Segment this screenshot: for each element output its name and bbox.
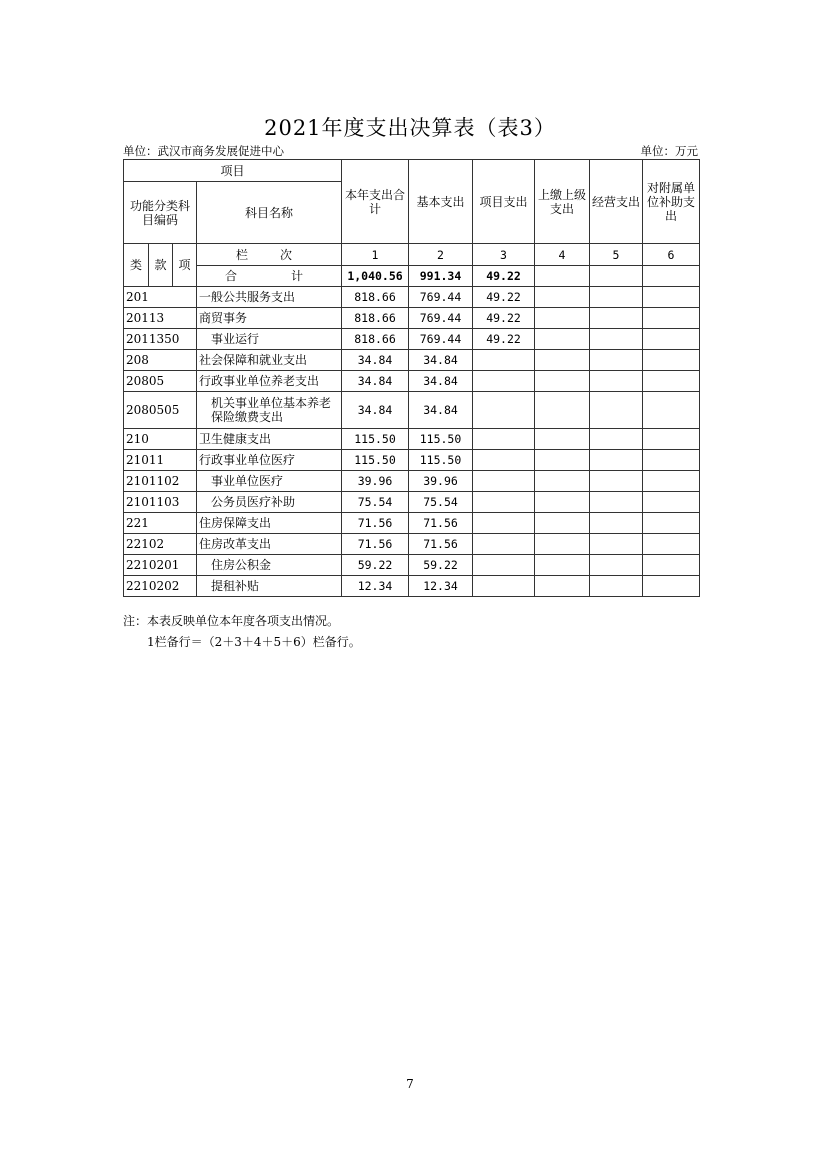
row-value [535, 576, 590, 597]
row-code: 2101102 [124, 471, 197, 492]
row-value: 39.96 [409, 471, 473, 492]
row-value [643, 471, 700, 492]
table-row [124, 308, 700, 329]
col-num: 3 [473, 244, 535, 266]
row-code: 2210201 [124, 555, 197, 576]
row-value: 71.56 [409, 534, 473, 555]
total-value: 49.22 [473, 266, 535, 287]
col-num: 1 [342, 244, 409, 266]
row-value: 769.44 [409, 287, 473, 308]
row-value [590, 534, 643, 555]
expenditure-table [123, 159, 700, 597]
table-row [124, 371, 700, 392]
row-value [590, 471, 643, 492]
row-value: 49.22 [473, 308, 535, 329]
row-value [473, 429, 535, 450]
row-code: 210 [124, 429, 197, 450]
row-code: 22102 [124, 534, 197, 555]
row-name: 卫生健康支出 [197, 429, 342, 450]
row-value [590, 555, 643, 576]
header-col-1: 本年支出合计 [342, 160, 409, 244]
row-value [643, 513, 700, 534]
row-name: 行政事业单位养老支出 [197, 371, 342, 392]
row-name: 提租补贴 [197, 576, 342, 597]
row-value [590, 308, 643, 329]
row-value [590, 576, 643, 597]
page-title: 2021年度支出决算表（表3） [264, 116, 556, 140]
header-kuan: 款 [149, 244, 173, 287]
table-row [124, 329, 700, 350]
row-code: 221 [124, 513, 197, 534]
row-value: 34.84 [409, 371, 473, 392]
row-value [535, 450, 590, 471]
row-value [643, 287, 700, 308]
row-name: 行政事业单位医疗 [197, 450, 342, 471]
row-value: 59.22 [409, 555, 473, 576]
row-code: 2101103 [124, 492, 197, 513]
row-value: 34.84 [342, 392, 409, 429]
row-value: 115.50 [342, 429, 409, 450]
table-row [124, 534, 700, 555]
row-value [473, 555, 535, 576]
header-func-code: 功能分类科目编码 [124, 182, 197, 244]
table-row [124, 492, 700, 513]
row-value [535, 492, 590, 513]
table-row [124, 576, 700, 597]
row-value [643, 429, 700, 450]
row-name: 社会保障和就业支出 [197, 350, 342, 371]
header-lanci: 栏 次 [197, 244, 342, 266]
header-col-3: 项目支出 [473, 160, 535, 244]
row-value: 769.44 [409, 308, 473, 329]
row-value [535, 287, 590, 308]
header-lei: 类 [124, 244, 149, 287]
row-name: 机关事业单位基本养老保险缴费支出 [197, 392, 342, 429]
row-value [643, 534, 700, 555]
row-value [643, 492, 700, 513]
row-code: 208 [124, 350, 197, 371]
row-name: 住房保障支出 [197, 513, 342, 534]
unit-currency: 单位：万元 [640, 144, 698, 158]
row-value: 71.56 [409, 513, 473, 534]
row-value [535, 350, 590, 371]
table-row [124, 555, 700, 576]
col-num: 5 [590, 244, 643, 266]
table-row [124, 392, 700, 429]
header-col-2: 基本支出 [409, 160, 473, 244]
header-subject-name: 科目名称 [197, 182, 342, 244]
row-value [535, 513, 590, 534]
row-value [643, 576, 700, 597]
row-name: 事业单位医疗 [197, 471, 342, 492]
row-value [473, 350, 535, 371]
header-xiang: 项 [173, 244, 197, 287]
row-value: 34.84 [409, 350, 473, 371]
row-value: 34.84 [409, 392, 473, 429]
row-value [590, 350, 643, 371]
row-value [590, 429, 643, 450]
unit-row [123, 143, 698, 159]
row-value [590, 450, 643, 471]
row-value: 769.44 [409, 329, 473, 350]
row-value [473, 492, 535, 513]
row-value [535, 329, 590, 350]
table-row [124, 287, 700, 308]
row-value: 818.66 [342, 308, 409, 329]
row-value [590, 329, 643, 350]
row-value: 818.66 [342, 329, 409, 350]
row-value [643, 555, 700, 576]
total-value: 1,040.56 [342, 266, 409, 287]
row-value [473, 371, 535, 392]
row-value [590, 287, 643, 308]
row-value [473, 513, 535, 534]
note-line-2: 1栏备行＝（2＋3＋4＋5＋6）栏备行。 [147, 635, 361, 649]
row-value [590, 392, 643, 429]
col-num: 4 [535, 244, 590, 266]
row-value [473, 576, 535, 597]
unit-org: 单位：武汉市商务发展促进中心 [123, 144, 284, 158]
row-code: 2210202 [124, 576, 197, 597]
row-value [643, 329, 700, 350]
table-row [124, 513, 700, 534]
row-code: 2011350 [124, 329, 197, 350]
row-code: 20113 [124, 308, 197, 329]
row-value: 75.54 [342, 492, 409, 513]
row-value [643, 308, 700, 329]
row-value [535, 534, 590, 555]
row-value: 34.84 [342, 371, 409, 392]
row-value: 115.50 [409, 450, 473, 471]
table-row [124, 471, 700, 492]
row-value: 71.56 [342, 513, 409, 534]
total-label: 合 计 [197, 266, 342, 287]
row-value [535, 392, 590, 429]
row-code: 2080505 [124, 392, 197, 429]
total-value [590, 266, 643, 287]
row-code: 21011 [124, 450, 197, 471]
row-value [473, 450, 535, 471]
row-name: 一般公共服务支出 [197, 287, 342, 308]
header-col-6: 对附属单位补助支出 [643, 160, 700, 244]
row-name: 住房公积金 [197, 555, 342, 576]
row-value: 71.56 [342, 534, 409, 555]
page-number: 7 [406, 1077, 414, 1091]
row-value: 115.50 [409, 429, 473, 450]
header-col-5: 经营支出 [590, 160, 643, 244]
table-row [124, 350, 700, 371]
row-value: 59.22 [342, 555, 409, 576]
header-col-4: 上缴上级支出 [535, 160, 590, 244]
table-row [124, 450, 700, 471]
header-item: 项目 [124, 160, 342, 182]
row-name: 事业运行 [197, 329, 342, 350]
total-value: 991.34 [409, 266, 473, 287]
row-value: 49.22 [473, 329, 535, 350]
row-value [535, 429, 590, 450]
row-name: 住房改革支出 [197, 534, 342, 555]
total-row [124, 266, 700, 287]
table-row [124, 429, 700, 450]
col-num: 6 [643, 244, 700, 266]
row-value [590, 371, 643, 392]
row-value: 39.96 [342, 471, 409, 492]
row-value [535, 371, 590, 392]
row-value [473, 392, 535, 429]
note-line-1: 注：本表反映单位本年度各项支出情况。 [123, 614, 340, 628]
row-value [473, 471, 535, 492]
row-value [643, 450, 700, 471]
row-value: 818.66 [342, 287, 409, 308]
row-name: 商贸事务 [197, 308, 342, 329]
row-value: 49.22 [473, 287, 535, 308]
row-value [643, 392, 700, 429]
row-value [590, 492, 643, 513]
total-value [643, 266, 700, 287]
row-value [535, 555, 590, 576]
row-value [643, 371, 700, 392]
row-value: 12.34 [342, 576, 409, 597]
row-value [590, 513, 643, 534]
row-value [473, 534, 535, 555]
row-code: 20805 [124, 371, 197, 392]
row-value [643, 350, 700, 371]
row-value: 115.50 [342, 450, 409, 471]
row-name: 公务员医疗补助 [197, 492, 342, 513]
row-value [535, 471, 590, 492]
row-value [535, 308, 590, 329]
total-value [535, 266, 590, 287]
row-value: 75.54 [409, 492, 473, 513]
row-value: 34.84 [342, 350, 409, 371]
col-num: 2 [409, 244, 473, 266]
notes [123, 611, 361, 653]
row-value: 12.34 [409, 576, 473, 597]
row-code: 201 [124, 287, 197, 308]
